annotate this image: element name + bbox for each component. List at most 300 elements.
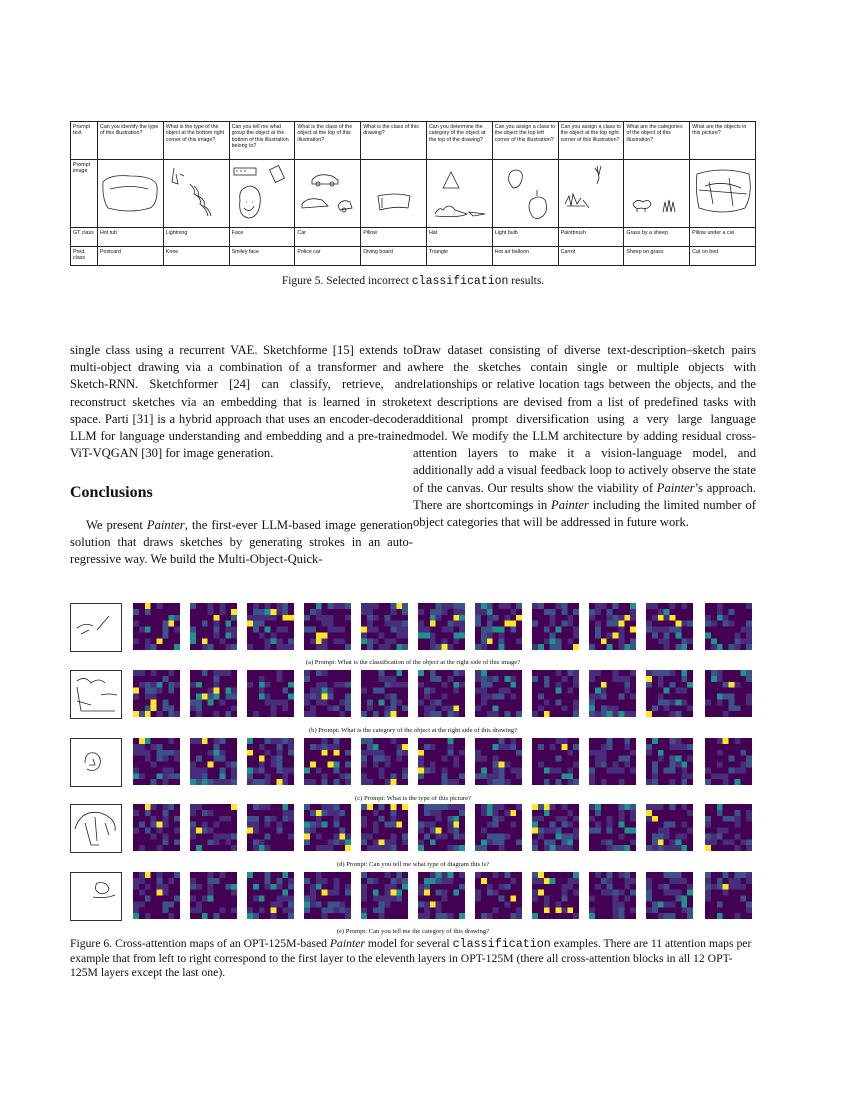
attention-cell — [504, 913, 510, 919]
attention-cell — [493, 694, 499, 700]
attention-cell — [333, 913, 339, 919]
attention-cell — [231, 884, 237, 890]
attention-cell — [544, 627, 550, 633]
attention-cell — [561, 756, 567, 762]
attention-cell — [390, 810, 396, 816]
attention-cell — [418, 845, 424, 851]
attention-cell — [624, 638, 630, 644]
attention-cell — [390, 816, 396, 822]
attention-cell — [646, 833, 652, 839]
attention-cell — [670, 670, 676, 676]
attention-cell — [595, 682, 601, 688]
attention-cell — [613, 699, 619, 705]
attention-cell — [607, 738, 613, 744]
attention-map-layer-4 — [304, 804, 351, 851]
attention-cell — [487, 810, 493, 816]
attention-cell — [390, 756, 396, 762]
attention-cell — [595, 621, 601, 627]
attention-cell — [162, 839, 168, 845]
attention-cell — [367, 890, 373, 896]
attention-cell — [231, 676, 237, 682]
attention-cell — [253, 699, 259, 705]
attention-cell — [430, 750, 436, 756]
attention-cell — [652, 884, 658, 890]
attention-cell — [453, 773, 459, 779]
attention-cell — [424, 839, 430, 845]
attention-cell — [544, 767, 550, 773]
attention-cell — [225, 627, 231, 633]
attention-cell — [630, 896, 636, 902]
attention-cell — [367, 676, 373, 682]
attention-cell — [196, 878, 202, 884]
attention-cell — [339, 676, 345, 682]
attention-cell — [442, 773, 448, 779]
attention-cell — [510, 621, 516, 627]
attention-cell — [379, 884, 385, 890]
attention-cell — [729, 810, 735, 816]
attention-cell — [499, 884, 505, 890]
attention-cell — [717, 896, 723, 902]
attention-cell — [729, 845, 735, 851]
attention-cell — [717, 756, 723, 762]
attention-cell — [424, 822, 430, 828]
attention-cell — [361, 609, 367, 615]
attention-cell — [385, 913, 391, 919]
attention-cell — [316, 839, 322, 845]
attention-cell — [687, 688, 693, 694]
attention-cell — [459, 762, 465, 768]
attention-cell — [573, 822, 579, 828]
attention-cell — [589, 638, 595, 644]
attention-cell — [442, 779, 448, 785]
attention-cell — [618, 682, 624, 688]
attention-cell — [151, 638, 157, 644]
attention-cell — [681, 621, 687, 627]
attention-cell — [253, 890, 259, 896]
attention-cell — [385, 884, 391, 890]
attention-cell — [723, 762, 729, 768]
attention-cell — [345, 688, 351, 694]
attention-cell — [288, 773, 294, 779]
attention-cell — [259, 670, 265, 676]
attention-cell — [162, 638, 168, 644]
attention-cell — [208, 676, 214, 682]
attention-cell — [675, 773, 681, 779]
attention-map-layer-2 — [190, 603, 237, 650]
attention-cell — [567, 705, 573, 711]
attention-cell — [430, 670, 436, 676]
attention-cell — [379, 682, 385, 688]
attention-cell — [538, 694, 544, 700]
attention-cell — [396, 688, 402, 694]
attention-cell — [174, 828, 180, 834]
input-sketch — [71, 805, 121, 852]
attention-cell — [231, 845, 237, 851]
attention-cell — [282, 609, 288, 615]
attention-map-layer-10 — [646, 804, 693, 851]
attention-cell — [271, 845, 277, 851]
attention-cell — [157, 810, 163, 816]
attention-cell — [379, 688, 385, 694]
attention-cell — [573, 901, 579, 907]
attention-cell — [328, 913, 334, 919]
attention-cell — [304, 682, 310, 688]
attention-cell — [202, 907, 208, 913]
attention-cell — [139, 810, 145, 816]
attention-cell — [247, 901, 253, 907]
attention-cell — [247, 896, 253, 902]
attention-cell — [418, 744, 424, 750]
attention-cell — [367, 738, 373, 744]
attention-cell — [139, 907, 145, 913]
attention-cell — [231, 890, 237, 896]
attention-cell — [385, 804, 391, 810]
attention-cell — [613, 845, 619, 851]
attention-cell — [532, 816, 538, 822]
attention-cell — [595, 767, 601, 773]
attention-cell — [717, 767, 723, 773]
figure6-caption — [70, 937, 756, 981]
attention-cell — [711, 884, 717, 890]
attention-cell — [544, 644, 550, 650]
attention-cell — [225, 621, 231, 627]
prompt-cell: Can you identify the type of this illustration? — [98, 122, 164, 160]
attention-cell — [675, 609, 681, 615]
attention-cell — [717, 907, 723, 913]
attention-cell — [259, 913, 265, 919]
attention-cell — [601, 632, 607, 638]
attention-cell — [652, 896, 658, 902]
attention-cell — [162, 907, 168, 913]
attention-cell — [259, 615, 265, 621]
attention-cell — [288, 896, 294, 902]
attention-cell — [402, 750, 408, 756]
attention-map-layer-6 — [418, 603, 465, 650]
attention-cell — [652, 872, 658, 878]
attention-cell — [442, 901, 448, 907]
attention-map-layer-2 — [190, 738, 237, 785]
attention-cell — [145, 670, 151, 676]
attention-cell — [139, 884, 145, 890]
attention-cell — [550, 632, 556, 638]
attention-cell — [328, 603, 334, 609]
attention-cell — [225, 839, 231, 845]
attention-cell — [453, 627, 459, 633]
attention-cell — [453, 913, 459, 919]
attention-cell — [670, 615, 676, 621]
attention-cell — [459, 756, 465, 762]
attention-cell — [664, 711, 670, 717]
attention-cell — [516, 609, 522, 615]
attention-cell — [493, 621, 499, 627]
attention-cell — [328, 896, 334, 902]
attention-cell — [447, 750, 453, 756]
attention-map-layer-10 — [646, 603, 693, 650]
attention-cell — [723, 676, 729, 682]
attention-cell — [607, 603, 613, 609]
attention-cell — [168, 845, 174, 851]
attention-cell — [573, 878, 579, 884]
attention-cell — [196, 884, 202, 890]
attention-cell — [481, 779, 487, 785]
attention-cell — [493, 705, 499, 711]
attention-cell — [538, 890, 544, 896]
attention-cell — [664, 878, 670, 884]
attention-cell — [601, 621, 607, 627]
attention-cell — [618, 762, 624, 768]
attention-cell — [361, 621, 367, 627]
attention-cell — [453, 621, 459, 627]
attention-cell — [453, 816, 459, 822]
attention-cell — [396, 738, 402, 744]
attention-cell — [717, 670, 723, 676]
attention-cell — [589, 828, 595, 834]
attention-cell — [658, 632, 664, 638]
attention-cell — [276, 699, 282, 705]
attention-cell — [607, 878, 613, 884]
attention-cell — [379, 773, 385, 779]
attention-cell — [740, 767, 746, 773]
attention-cell — [550, 810, 556, 816]
attention-cell — [151, 615, 157, 621]
pillow-sketch — [364, 164, 424, 224]
attention-cell — [253, 621, 259, 627]
attention-cell — [670, 609, 676, 615]
attention-cell — [328, 699, 334, 705]
attention-cell — [402, 816, 408, 822]
attention-cell — [247, 676, 253, 682]
attention-cell — [339, 907, 345, 913]
text: ’s approach. There are shortcomings in — [413, 480, 756, 512]
attention-cell — [133, 901, 139, 907]
attention-cell — [618, 688, 624, 694]
attention-cell — [499, 694, 505, 700]
attention-cell — [418, 833, 424, 839]
attention-cell — [424, 907, 430, 913]
attention-cell — [430, 845, 436, 851]
attention-cell — [664, 822, 670, 828]
attention-cell — [734, 816, 740, 822]
attention-cell — [168, 839, 174, 845]
attention-cell — [481, 744, 487, 750]
attention-cell — [418, 901, 424, 907]
attention-cell — [157, 822, 163, 828]
attention-cell — [670, 816, 676, 822]
attention-cell — [532, 638, 538, 644]
attention-cell — [481, 913, 487, 919]
attention-cell — [618, 822, 624, 828]
attention-cell — [544, 816, 550, 822]
attention-cell — [675, 767, 681, 773]
attention-cell — [670, 750, 676, 756]
attention-cell — [288, 738, 294, 744]
attention-cell — [618, 872, 624, 878]
attention-cell — [734, 744, 740, 750]
attention-cell — [442, 884, 448, 890]
attention-map-layer-9 — [589, 872, 636, 919]
attention-cell — [646, 699, 652, 705]
attention-cell — [475, 884, 481, 890]
attention-cell — [174, 638, 180, 644]
attention-cell — [430, 890, 436, 896]
attention-cell — [595, 810, 601, 816]
attention-cell — [538, 779, 544, 785]
attention-map-layer-9 — [589, 603, 636, 650]
attention-cell — [208, 822, 214, 828]
attention-cell — [304, 609, 310, 615]
attention-cell — [282, 632, 288, 638]
attention-cell — [481, 890, 487, 896]
attention-cell — [453, 603, 459, 609]
attention-cell — [253, 828, 259, 834]
attention-cell — [487, 711, 493, 717]
attention-cell — [447, 711, 453, 717]
attention-cell — [556, 676, 562, 682]
attention-cell — [282, 627, 288, 633]
attention-cell — [418, 773, 424, 779]
attention-cell — [556, 872, 562, 878]
attention-cell — [516, 632, 522, 638]
attention-cell — [487, 907, 493, 913]
attention-cell — [190, 839, 196, 845]
attention-cell — [214, 615, 220, 621]
attention-cell — [567, 828, 573, 834]
attention-cell — [556, 699, 562, 705]
attention-cell — [687, 828, 693, 834]
attention-cell — [133, 711, 139, 717]
attention-cell — [601, 699, 607, 705]
attention-cell — [652, 878, 658, 884]
attention-cell — [162, 603, 168, 609]
attention-cell — [328, 810, 334, 816]
attention-cell — [190, 907, 196, 913]
attention-cell — [499, 804, 505, 810]
attention-cell — [711, 901, 717, 907]
attention-cell — [202, 839, 208, 845]
attention-cell — [339, 896, 345, 902]
attention-cell — [504, 638, 510, 644]
attention-cell — [687, 632, 693, 638]
attention-cell — [247, 750, 253, 756]
attention-cell — [390, 670, 396, 676]
attention-cell — [601, 738, 607, 744]
attention-cell — [595, 738, 601, 744]
attention-cell — [219, 688, 225, 694]
attention-cell — [174, 644, 180, 650]
attention-cell — [418, 621, 424, 627]
attention-cell — [133, 603, 139, 609]
attention-cell — [740, 833, 746, 839]
attention-cell — [174, 762, 180, 768]
attention-cell — [504, 845, 510, 851]
attention-cell — [618, 694, 624, 700]
attention-cell — [681, 756, 687, 762]
attention-map-layer-5 — [361, 738, 408, 785]
attention-cell — [493, 627, 499, 633]
attention-cell — [418, 632, 424, 638]
attention-cell — [681, 810, 687, 816]
attention-cell — [390, 896, 396, 902]
attention-cell — [133, 913, 139, 919]
attention-cell — [447, 644, 453, 650]
attention-cell — [162, 670, 168, 676]
attention-cell — [675, 682, 681, 688]
sketch-cell — [163, 160, 229, 228]
attention-cell — [493, 615, 499, 621]
attention-cell — [717, 644, 723, 650]
attention-cell — [589, 878, 595, 884]
attention-cell — [556, 907, 562, 913]
attention-cell — [202, 762, 208, 768]
attention-cell — [151, 750, 157, 756]
attention-cell — [601, 878, 607, 884]
attention-cell — [556, 779, 562, 785]
attention-cell — [447, 779, 453, 785]
attention-cell — [276, 615, 282, 621]
attention-cell — [385, 828, 391, 834]
attention-cell — [190, 779, 196, 785]
attention-cell — [339, 779, 345, 785]
attention-cell — [190, 744, 196, 750]
attention-cell — [304, 884, 310, 890]
attention-cell — [607, 632, 613, 638]
attention-cell — [333, 816, 339, 822]
attention-cell — [556, 878, 562, 884]
attention-cell — [442, 890, 448, 896]
attention-cell — [367, 839, 373, 845]
attention-cell — [475, 907, 481, 913]
attention-cell — [717, 711, 723, 717]
attention-cell — [430, 621, 436, 627]
attention-cell — [202, 816, 208, 822]
attention-cell — [746, 767, 752, 773]
attention-cell — [231, 603, 237, 609]
attention-cell — [328, 907, 334, 913]
attention-cell — [705, 682, 711, 688]
attention-cell — [214, 913, 220, 919]
attention-cell — [373, 779, 379, 785]
attention-cell — [447, 603, 453, 609]
attention-cell — [493, 810, 499, 816]
attention-cell — [589, 688, 595, 694]
attention-cell — [162, 822, 168, 828]
attention-cell — [162, 688, 168, 694]
attention-cell — [418, 878, 424, 884]
sketch-cell — [98, 160, 164, 228]
attention-cell — [247, 913, 253, 919]
attention-cell — [282, 694, 288, 700]
attention-cell — [646, 756, 652, 762]
attention-cell — [168, 878, 174, 884]
attention-cell — [475, 615, 481, 621]
attention-cell — [133, 878, 139, 884]
attention-cell — [253, 615, 259, 621]
attention-cell — [253, 878, 259, 884]
attention-cell — [225, 773, 231, 779]
attention-cell — [675, 705, 681, 711]
attention-cell — [746, 603, 752, 609]
attention-cell — [214, 884, 220, 890]
attention-cell — [157, 779, 163, 785]
attention-cell — [493, 845, 499, 851]
attention-cell — [618, 705, 624, 711]
attention-cell — [646, 627, 652, 633]
attention-cell — [481, 676, 487, 682]
attention-cell — [402, 644, 408, 650]
attention-cell — [664, 676, 670, 682]
attention-cell — [613, 744, 619, 750]
attention-cell — [652, 676, 658, 682]
